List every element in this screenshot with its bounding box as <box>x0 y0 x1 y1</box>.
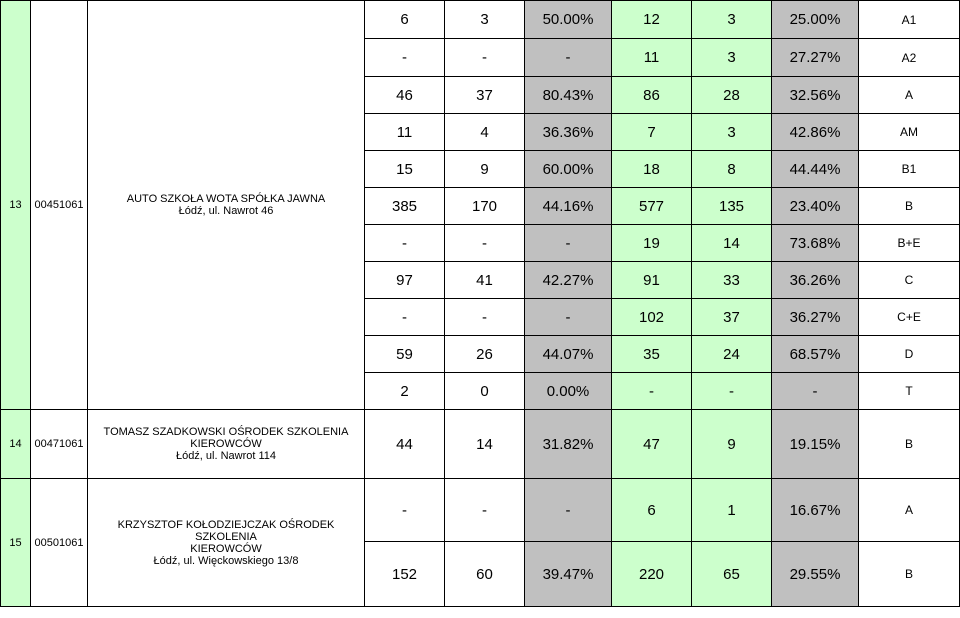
practice-attempts-cell: 91 <box>612 262 692 299</box>
practice-passed-cell: 135 <box>692 188 772 225</box>
theory-attempts-cell: 44 <box>365 410 445 479</box>
school-name-line: KRZYSZTOF KOŁODZIEJCZAK OŚRODEK SZKOLENIA <box>117 518 335 543</box>
practice-attempts-cell: 18 <box>612 151 692 188</box>
practice-attempts-cell: 220 <box>612 542 692 607</box>
theory-pass-rate-cell: - <box>525 299 612 336</box>
table-row <box>1 1 960 39</box>
theory-passed-cell: 170 <box>445 188 525 225</box>
school-name <box>88 1 365 410</box>
theory-passed-cell: 4 <box>445 114 525 151</box>
category-cell: A2 <box>859 39 960 77</box>
school-name-line: TOMASZ SZADKOWSKI OŚRODEK SZKOLENIA <box>103 426 349 438</box>
theory-pass-rate-cell: - <box>525 479 612 542</box>
practice-pass-rate-cell: 23.40% <box>772 188 859 225</box>
practice-attempts-cell: 19 <box>612 225 692 262</box>
theory-pass-rate-cell: 36.36% <box>525 114 612 151</box>
theory-passed-cell: - <box>445 479 525 542</box>
practice-pass-rate-cell: 19.15% <box>772 410 859 479</box>
theory-attempts-cell: 46 <box>365 77 445 114</box>
practice-passed-cell: - <box>692 373 772 410</box>
theory-passed-cell: 0 <box>445 373 525 410</box>
theory-passed-cell: 14 <box>445 410 525 479</box>
school-code: 00451061 <box>31 1 88 410</box>
practice-pass-rate-cell: 44.44% <box>772 151 859 188</box>
theory-attempts-cell: 385 <box>365 188 445 225</box>
practice-pass-rate-cell: 36.27% <box>772 299 859 336</box>
practice-passed-cell: 9 <box>692 410 772 479</box>
theory-attempts-cell: - <box>365 479 445 542</box>
theory-passed-cell: - <box>445 299 525 336</box>
practice-pass-rate-cell: 73.68% <box>772 225 859 262</box>
practice-attempts-cell: 12 <box>612 1 692 39</box>
theory-attempts-cell: - <box>365 225 445 262</box>
practice-attempts-cell: - <box>612 373 692 410</box>
theory-pass-rate-cell: 0.00% <box>525 373 612 410</box>
theory-pass-rate-cell: 44.07% <box>525 336 612 373</box>
theory-passed-cell: 60 <box>445 542 525 607</box>
table-row <box>1 410 960 479</box>
practice-passed-cell: 3 <box>692 39 772 77</box>
theory-pass-rate-cell: 80.43% <box>525 77 612 114</box>
practice-attempts-cell: 577 <box>612 188 692 225</box>
practice-passed-cell: 33 <box>692 262 772 299</box>
category-cell: T <box>859 373 960 410</box>
theory-attempts-cell: 2 <box>365 373 445 410</box>
theory-attempts-cell: - <box>365 299 445 336</box>
theory-pass-rate-cell: 42.27% <box>525 262 612 299</box>
theory-pass-rate-cell: 44.16% <box>525 188 612 225</box>
theory-attempts-cell: 11 <box>365 114 445 151</box>
practice-passed-cell: 3 <box>692 114 772 151</box>
category-cell: AM <box>859 114 960 151</box>
practice-attempts-cell: 6 <box>612 479 692 542</box>
theory-pass-rate-cell: 60.00% <box>525 151 612 188</box>
practice-passed-cell: 8 <box>692 151 772 188</box>
practice-pass-rate-cell: - <box>772 373 859 410</box>
category-cell: A1 <box>859 1 960 39</box>
category-cell: B+E <box>859 225 960 262</box>
theory-passed-cell: 37 <box>445 77 525 114</box>
practice-pass-rate-cell: 29.55% <box>772 542 859 607</box>
theory-passed-cell: 3 <box>445 1 525 39</box>
school-number: 15 <box>1 479 31 607</box>
practice-passed-cell: 24 <box>692 336 772 373</box>
school-code: 00501061 <box>31 479 88 607</box>
theory-passed-cell: 9 <box>445 151 525 188</box>
category-cell: B1 <box>859 151 960 188</box>
school-name <box>88 410 365 479</box>
theory-attempts-cell: 15 <box>365 151 445 188</box>
category-cell: A <box>859 77 960 114</box>
school-name-line: KIEROWCÓW <box>190 438 262 450</box>
theory-pass-rate-cell: - <box>525 225 612 262</box>
practice-attempts-cell: 86 <box>612 77 692 114</box>
practice-passed-cell: 14 <box>692 225 772 262</box>
practice-attempts-cell: 11 <box>612 39 692 77</box>
school-number: 14 <box>1 410 31 479</box>
practice-passed-cell: 1 <box>692 479 772 542</box>
school-code: 00471061 <box>31 410 88 479</box>
practice-pass-rate-cell: 36.26% <box>772 262 859 299</box>
school-name <box>88 479 365 607</box>
practice-attempts-cell: 102 <box>612 299 692 336</box>
practice-pass-rate-cell: 32.56% <box>772 77 859 114</box>
theory-pass-rate-cell: 39.47% <box>525 542 612 607</box>
practice-pass-rate-cell: 16.67% <box>772 479 859 542</box>
practice-pass-rate-cell: 27.27% <box>772 39 859 77</box>
theory-attempts-cell: 59 <box>365 336 445 373</box>
theory-attempts-cell: - <box>365 39 445 77</box>
theory-attempts-cell: 152 <box>365 542 445 607</box>
category-cell: D <box>859 336 960 373</box>
practice-attempts-cell: 47 <box>612 410 692 479</box>
practice-pass-rate-cell: 25.00% <box>772 1 859 39</box>
theory-attempts-cell: 6 <box>365 1 445 39</box>
practice-passed-cell: 37 <box>692 299 772 336</box>
category-cell: B <box>859 542 960 607</box>
theory-passed-cell: 41 <box>445 262 525 299</box>
theory-passed-cell: 26 <box>445 336 525 373</box>
school-name-line: Łódź, ul. Nawrot 114 <box>175 450 277 462</box>
theory-passed-cell: - <box>445 225 525 262</box>
theory-attempts-cell: 97 <box>365 262 445 299</box>
school-name-line: AUTO SZKOŁA WOTA SPÓŁKA JAWNA <box>126 193 326 205</box>
theory-pass-rate-cell: 50.00% <box>525 1 612 39</box>
school-name-line: Łódź, ul. Nawrot 46 <box>178 205 274 217</box>
practice-attempts-cell: 7 <box>612 114 692 151</box>
category-cell: B <box>859 188 960 225</box>
practice-passed-cell: 3 <box>692 1 772 39</box>
category-cell: C+E <box>859 299 960 336</box>
school-name-line: KIEROWCÓW <box>190 542 262 555</box>
table-row <box>1 479 960 542</box>
school-name-line: Łódź, ul. Więckowskiego 13/8 <box>153 554 299 567</box>
practice-pass-rate-cell: 42.86% <box>772 114 859 151</box>
category-cell: A <box>859 479 960 542</box>
theory-passed-cell: - <box>445 39 525 77</box>
practice-attempts-cell: 35 <box>612 336 692 373</box>
category-cell: C <box>859 262 960 299</box>
theory-pass-rate-cell: - <box>525 39 612 77</box>
theory-pass-rate-cell: 31.82% <box>525 410 612 479</box>
practice-pass-rate-cell: 68.57% <box>772 336 859 373</box>
category-cell: B <box>859 410 960 479</box>
school-number: 13 <box>1 1 31 410</box>
practice-passed-cell: 28 <box>692 77 772 114</box>
practice-passed-cell: 65 <box>692 542 772 607</box>
